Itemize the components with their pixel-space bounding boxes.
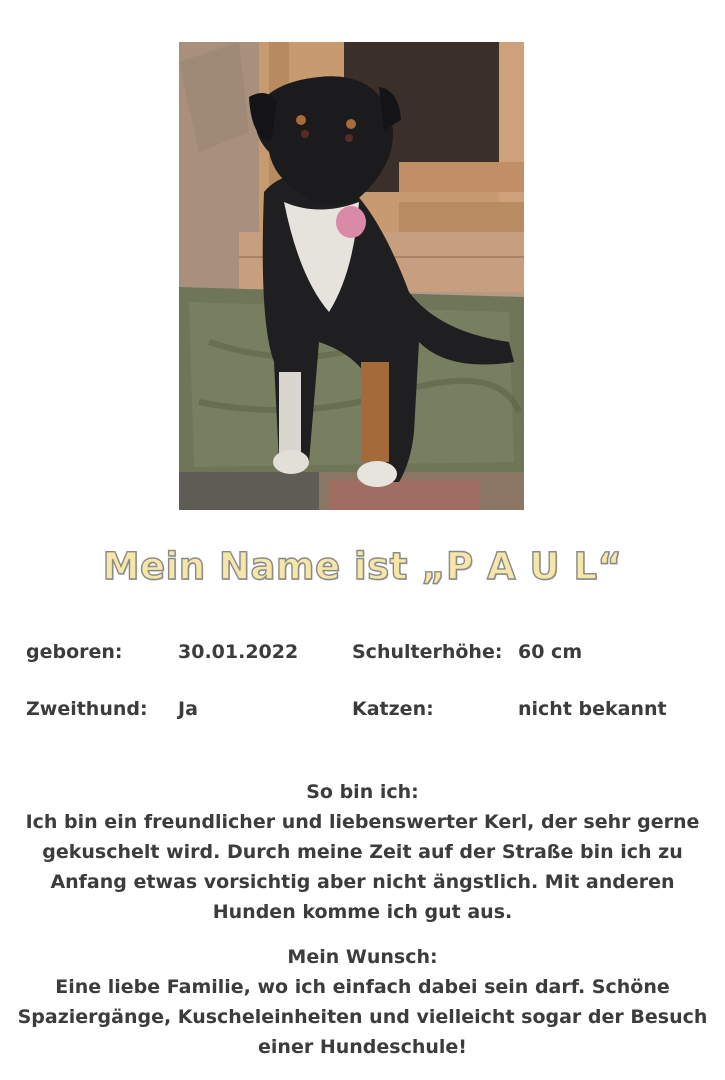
dog-photo [179,42,524,510]
wish-section [15,942,710,1062]
second-dog-value: Ja [178,698,198,720]
cats-label: Katzen: [352,698,434,720]
shoulder-height-value: 60 cm [518,641,583,663]
wish-text: Eine liebe Familie, wo ich einfach dabei sein darf. Schöne Spaziergänge, Kuscheleinheiten und vielleicht sogar der Besuch einer Hundeschule! [17,976,708,1058]
page-title: Mein Name ist „P A U L“ [102,545,623,588]
about-text: Ich bin ein freundlicher und liebenswerter Kerl, der sehr gerne gekuschelt wird. Durch meine Zeit auf der Straße bin ich zu Anfang etwas vorsichtig aber nicht ängstlich. Mit anderen Hunden komme ich gut aus. [25,811,700,923]
born-label: geboren: [26,641,123,663]
wish-heading: Mein Wunsch: [287,946,438,968]
about-section [15,777,710,927]
second-dog-label: Zweithund: [26,698,148,720]
shoulder-height-label: Schulterhöhe: [352,641,503,663]
cats-value: nicht bekannt [518,698,667,720]
born-value: 30.01.2022 [178,641,299,663]
about-heading: So bin ich: [306,781,419,803]
